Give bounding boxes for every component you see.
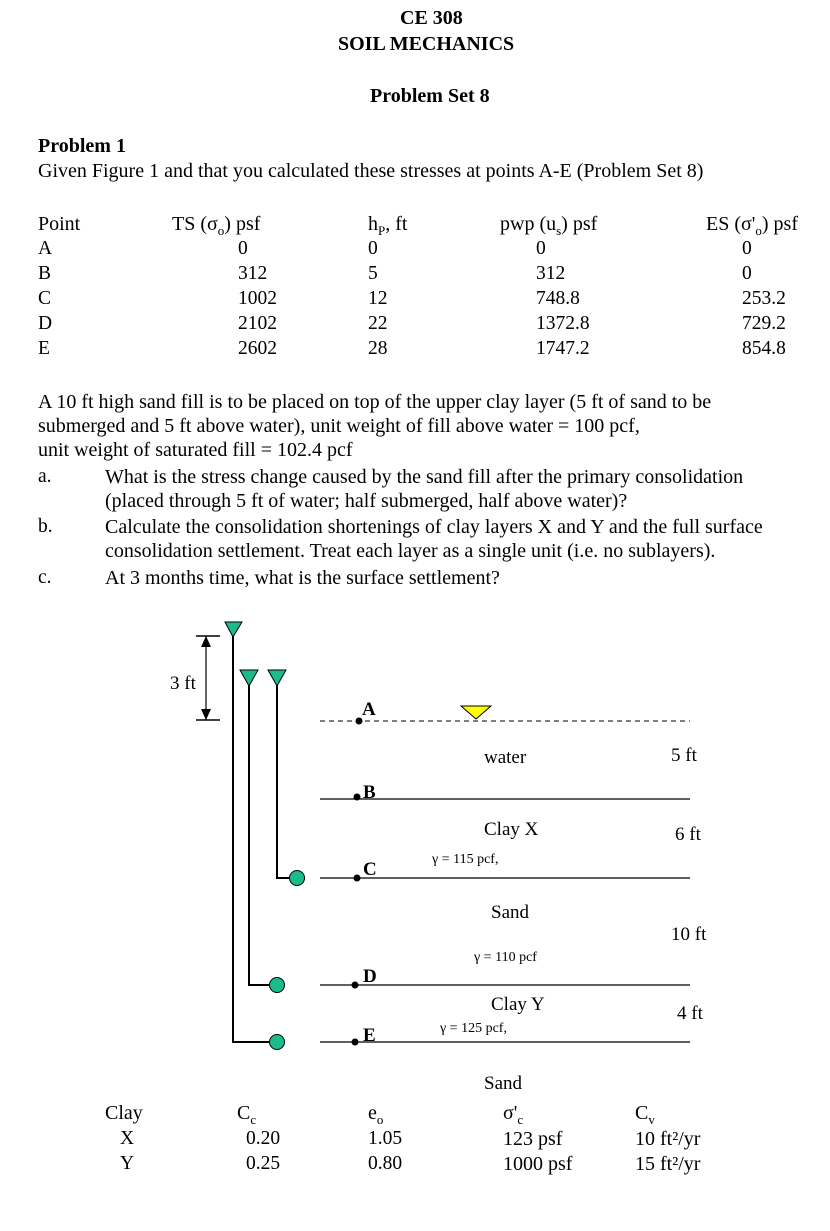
- cell-point: C: [38, 288, 52, 309]
- piezometer-pipe-e: [233, 632, 272, 1042]
- piezometer-level-d-icon: [240, 670, 258, 686]
- props-cv: 10 ft²/yr: [635, 1128, 701, 1150]
- thickness-water: 5 ft: [671, 745, 697, 766]
- point-d-label: D: [363, 966, 377, 987]
- point-c-label: C: [363, 859, 377, 880]
- props-sigma-c: 123 psf: [503, 1128, 563, 1150]
- cell-pwp: 312: [536, 263, 566, 284]
- cell-es: 0: [742, 263, 752, 284]
- point-b-marker: [354, 794, 361, 801]
- layer-sand-label: Sand: [491, 902, 529, 923]
- point-c-marker: [354, 875, 361, 882]
- cell-point: B: [38, 263, 52, 284]
- props-header-cc: $C_c$: [237, 1102, 257, 1127]
- th-pore-pressure: pwp $(u_s)$ psf: [500, 213, 598, 238]
- props-cc: 0.20: [246, 1128, 281, 1149]
- point-e-marker: [352, 1039, 359, 1046]
- thickness-sand: 10 ft: [671, 924, 707, 945]
- cell-point: D: [38, 313, 53, 334]
- water-table-icon: [461, 706, 491, 719]
- question-c-label: c.: [38, 567, 52, 588]
- piezometer-tip-e-icon: [270, 1035, 285, 1050]
- cell-hp: 12: [368, 288, 388, 309]
- question-b-line-2: consolidation settlement. Treat each layer as a single unit (i.e. no sublayers).: [105, 540, 716, 562]
- layer-water-label: water: [484, 747, 527, 768]
- cell-es: 0: [742, 238, 752, 259]
- question-a-line-2: (placed through 5 ft of water; half submerged, half above water)?: [105, 490, 628, 512]
- dimension-arrow-up: [201, 636, 211, 647]
- problem-given-text: Given Figure 1 and that you calculated these stresses at points A-E (Problem Set 8): [38, 160, 704, 182]
- layer-bottom-sand-label: Sand: [484, 1073, 522, 1094]
- layer-clay-x-unit-weight: γ = 115 pcf,: [432, 852, 499, 867]
- cell-es: 854.8: [742, 338, 786, 359]
- description-line-2: submerged and 5 ft above water), unit weight of fill above water = 100 pcf,: [38, 415, 640, 437]
- layer-clay-y-label: Clay Y: [491, 994, 545, 1015]
- point-a-label: A: [362, 699, 376, 720]
- cell-ts: 0: [238, 238, 248, 259]
- piezometer-pipe-c: [277, 680, 290, 878]
- course-code: CE 308: [400, 7, 463, 29]
- dimension-label: 3 ft: [170, 673, 196, 694]
- question-b-line-1: Calculate the consolidation shortenings of clay layers X and Y and the full surface: [105, 516, 763, 538]
- thickness-clay-y: 4 ft: [677, 1003, 703, 1024]
- props-clay-name: Y: [120, 1153, 135, 1174]
- layer-clay-y-unit-weight: γ = 125 pcf,: [440, 1021, 507, 1036]
- cell-point: E: [38, 338, 50, 359]
- piezometer-level-e-icon: [225, 622, 242, 637]
- cell-es: 253.2: [742, 288, 786, 309]
- cell-ts: 2602: [238, 338, 277, 359]
- props-header-sigma-c: $\sigma'_c$: [503, 1102, 524, 1127]
- layer-sand-unit-weight: γ = 110 pcf: [474, 950, 537, 965]
- props-eo: 0.80: [368, 1153, 403, 1174]
- piezometer-tip-c-icon: [290, 871, 305, 886]
- point-e-label: E: [363, 1025, 376, 1046]
- point-b-label: B: [363, 782, 376, 803]
- props-header-eo: $e_o$: [368, 1102, 384, 1127]
- th-point: Point: [38, 213, 81, 235]
- description-line-3: unit weight of saturated fill = 102.4 pcf: [38, 439, 353, 461]
- props-header-cv: $C_v$: [635, 1102, 655, 1127]
- dimension-arrow-down: [201, 709, 211, 720]
- cell-hp: 22: [368, 313, 388, 334]
- props-eo: 1.05: [368, 1128, 403, 1149]
- th-pressure-head: $h_P$, ft: [368, 213, 408, 238]
- piezometer-level-c-icon: [268, 670, 286, 686]
- cell-pwp: 0: [536, 238, 546, 259]
- cell-pwp: 1747.2: [536, 338, 590, 359]
- props-clay-name: X: [120, 1128, 135, 1149]
- cell-pwp: 748.8: [536, 288, 580, 309]
- question-a-label: a.: [38, 466, 52, 487]
- thickness-clay-x: 6 ft: [675, 824, 701, 845]
- cell-ts: 1002: [238, 288, 277, 309]
- cell-hp: 28: [368, 338, 388, 359]
- piezometer-pipe-d: [249, 680, 272, 985]
- props-cc: 0.25: [246, 1153, 281, 1174]
- point-d-marker: [352, 982, 359, 989]
- course-subject: SOIL MECHANICS: [338, 33, 515, 55]
- cell-point: A: [38, 238, 53, 259]
- th-total-stress: TS $(\sigma_o)$ psf: [172, 213, 261, 238]
- cell-hp: 0: [368, 238, 378, 259]
- th-effective-stress: ES $(\sigma'_o)$ psf: [706, 213, 798, 238]
- question-a-line-1: What is the stress change caused by the sand fill after the primary consolidation: [105, 466, 744, 488]
- cell-ts: 312: [238, 263, 268, 284]
- question-b-label: b.: [38, 516, 53, 537]
- piezometer-tip-d-icon: [270, 978, 285, 993]
- problem-title: Problem 1: [38, 135, 126, 157]
- cell-es: 729.2: [742, 313, 786, 334]
- cell-ts: 2102: [238, 313, 277, 334]
- cell-pwp: 1372.8: [536, 313, 590, 334]
- problem-set-title: Problem Set 8: [370, 85, 490, 107]
- layer-clay-x-label: Clay X: [484, 819, 539, 840]
- description-line-1: A 10 ft high sand fill is to be placed on top of the upper clay layer (5 ft of sand to be: [38, 391, 712, 413]
- question-c-line-1: At 3 months time, what is the surface settlement?: [105, 567, 500, 589]
- props-cv: 15 ft²/yr: [635, 1153, 701, 1175]
- cell-hp: 5: [368, 263, 378, 284]
- props-sigma-c: 1000 psf: [503, 1153, 573, 1175]
- props-header-clay: Clay: [105, 1102, 143, 1124]
